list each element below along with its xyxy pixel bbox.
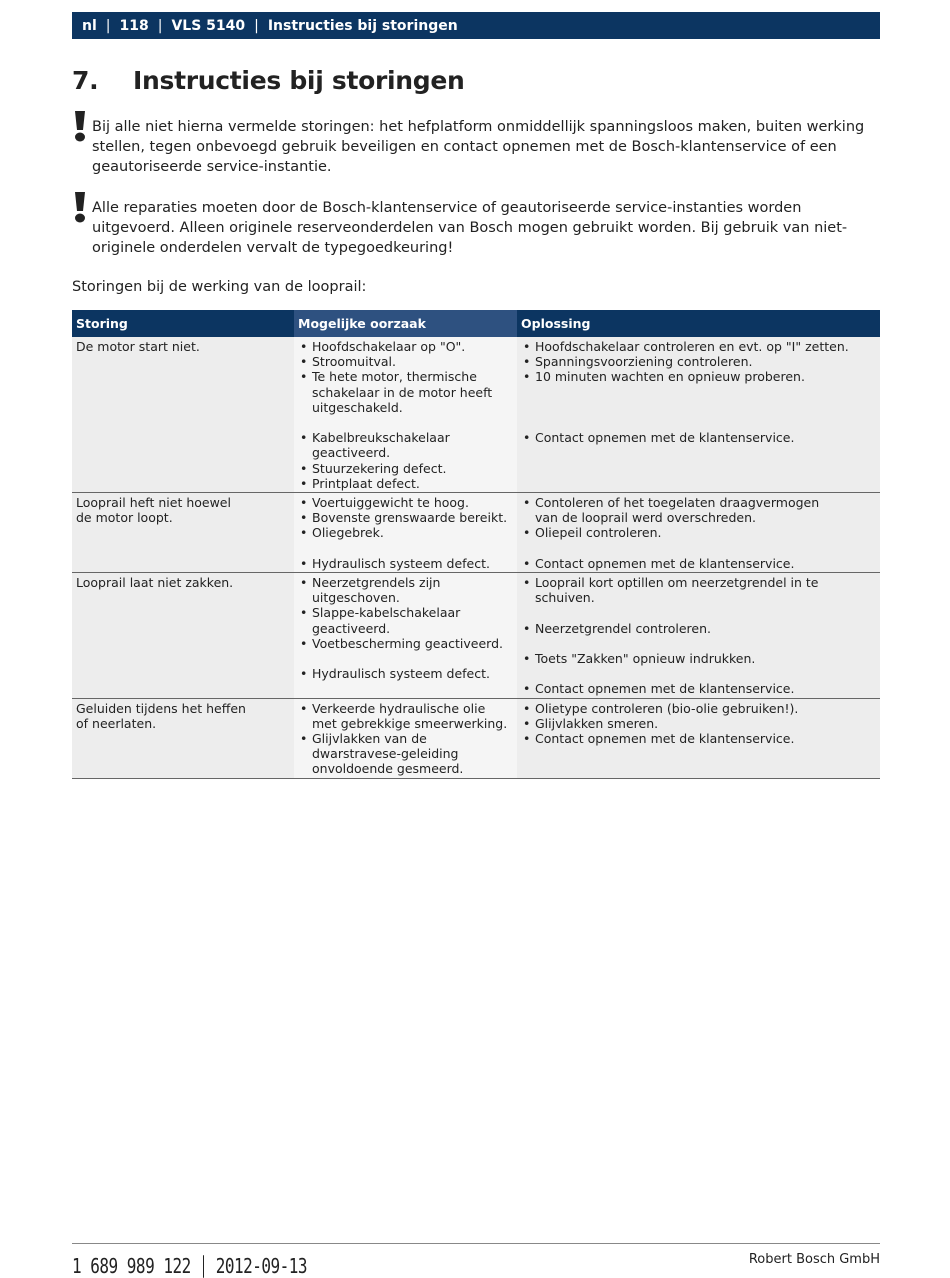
table-row [72, 337, 880, 493]
solution-cell [517, 493, 880, 573]
list-item: • Contact opnemen met de klantenservice. [521, 556, 876, 571]
fault-text: Geluiden tijdens het heffen of neerlaten. [76, 700, 246, 731]
solution-list [521, 701, 876, 747]
list-item: • Slappe-kabelschakelaar geactiveerd. [298, 605, 513, 635]
list-item: • Hoofdschakelaar op "O". [298, 339, 513, 354]
cause-list [298, 701, 513, 777]
list-item: • Contact opnemen met de klantenservice. [521, 731, 876, 746]
table-intro: Storingen bij de werking van de looprail: [72, 279, 367, 295]
list-item: • Contact opnemen met de klantenservice. [521, 430, 876, 445]
table-row [72, 493, 880, 573]
cause-list [298, 495, 513, 571]
fault-cell: Looprail laat niet zakken. [72, 573, 294, 699]
list-item: • Voertuiggewicht te hoog. [298, 495, 513, 510]
footer-doc-info [72, 1254, 307, 1278]
cause-cell [294, 337, 517, 493]
fault-cell [72, 698, 294, 778]
list-item: • 10 minuten wachten en opnieuw proberen. [521, 369, 876, 384]
solution-list [521, 339, 876, 445]
fault-text: Looprail heft niet hoewel de motor loopt. [76, 495, 231, 526]
exclamation-icon [72, 198, 92, 258]
cause-cell [294, 573, 517, 699]
list-item: • Olietype controleren (bio-olie gebruiken!). [521, 701, 876, 716]
header-page-number: 118 [119, 17, 149, 34]
footer-company: Robert Bosch GmbH [748, 1252, 880, 1267]
list-item: • Glijvlakken smeren. [521, 716, 876, 731]
warning-block [72, 198, 880, 258]
table-row [72, 573, 880, 699]
warning-text: Alle reparaties moeten door de Bosch-klantenservice of geautoriseerde service-instanties worden uitgevoerd. Alleen originele reserveonderdelen van Bosch mogen gebruikt worden. Bij gebruik van niet-originele onderdelen vervalt de typegoedkeuring! [92, 200, 848, 256]
list-item: • Contoleren of het toegelaten draagvermogen van de looprail werd overschreden. [521, 495, 821, 525]
list-item: • Neerzetgrendels zijn uitgeschoven. [298, 575, 513, 605]
list-item: • Stuurzekering defect. [298, 461, 513, 476]
cause-cell [294, 493, 517, 573]
list-item: • Hydraulisch systeem defect. [298, 556, 513, 571]
footer-divider [72, 1243, 880, 1244]
header-model: VLS 5140 [171, 17, 246, 34]
solution-list [521, 495, 876, 571]
list-item: • Kabelbreukschakelaar geactiveerd. [298, 430, 513, 460]
list-item: • Te hete motor, thermische schakelaar in de motor heeft uitgeschakeld. [298, 369, 513, 415]
list-item: • Printplaat defect. [298, 476, 513, 491]
fault-cell: De motor start niet. [72, 337, 294, 493]
column-header-cause: Mogelijke oorzaak [294, 310, 517, 337]
page-header-bar: nl | 118 | VLS 5140 | Instructies bij storingen [72, 12, 880, 39]
footer-doc-number: 1 689 989 122 [72, 1254, 191, 1278]
solution-cell [517, 698, 880, 778]
list-item: • Glijvlakken van de dwarstravese-geleiding onvoldoende gesmeerd. [298, 731, 513, 777]
fault-cell [72, 493, 294, 573]
solution-list [521, 575, 876, 697]
list-item: • Contact opnemen met de klantenservice. [521, 681, 876, 696]
section-number: 7. [72, 66, 99, 95]
list-item: • Oliepeil controleren. [521, 525, 876, 540]
warning-block [72, 117, 880, 177]
column-header-solution: Oplossing [517, 310, 880, 337]
list-item: • Voetbescherming geactiveerd. [298, 636, 513, 651]
list-item: • Neerzetgrendel controleren. [521, 621, 876, 636]
table-row [72, 698, 880, 778]
list-item: • Stroomuitval. [298, 354, 513, 369]
footer-date: 2012-09-13 [215, 1254, 308, 1278]
cause-cell [294, 698, 517, 778]
exclamation-icon [72, 117, 92, 177]
list-item: • Verkeerde hydraulische olie met gebrekkige smeerwerking. [298, 701, 513, 731]
list-item: • Hydraulisch systeem defect. [298, 666, 513, 681]
list-item: • Oliegebrek. [298, 525, 513, 540]
fault-table [72, 310, 880, 779]
header-language: nl [82, 17, 97, 34]
cause-list [298, 339, 513, 491]
table-header-row [72, 310, 880, 337]
column-header-fault: Storing [72, 310, 294, 337]
section-title [72, 66, 465, 95]
list-item: • Hoofdschakelaar controleren en evt. op "I" zetten. [521, 339, 876, 354]
list-item: • Looprail kort optillen om neerzetgrendel in te schuiven. [521, 575, 876, 605]
footer-separator [203, 1255, 204, 1278]
warning-text: Bij alle niet hierna vermelde storingen: het hefplatform onmiddellijk spanningsloos maken, buiten werking stellen, tegen onbevoegd gebruik beveiligen en contact opnemen met de Bosch-klantenservice of een geautoriseerde service-instantie. [92, 119, 865, 175]
solution-cell [517, 573, 880, 699]
list-item: • Spanningsvoorziening controleren. [521, 354, 876, 369]
cause-list [298, 575, 513, 681]
list-item: • Toets "Zakken" opnieuw indrukken. [521, 651, 876, 666]
solution-cell [517, 337, 880, 493]
header-chapter: Instructies bij storingen [267, 17, 458, 34]
list-item: • Bovenste grenswaarde bereikt. [298, 510, 513, 525]
section-title-text: Instructies bij storingen [133, 66, 465, 95]
